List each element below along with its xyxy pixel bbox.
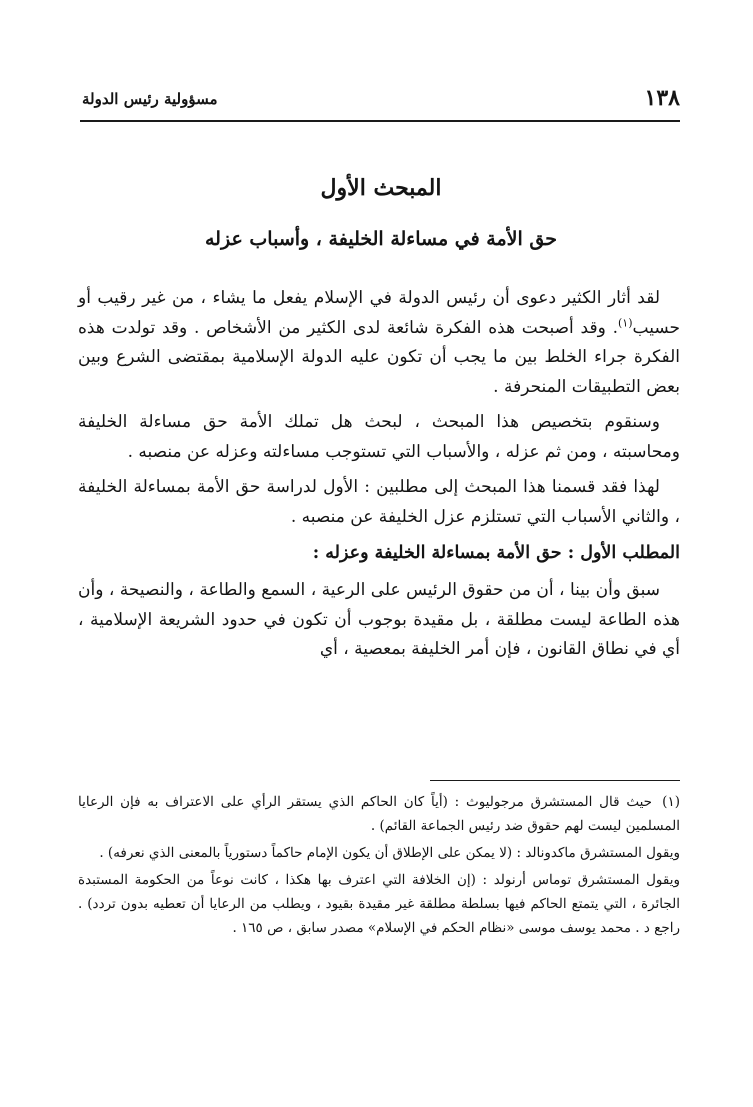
paragraph-2: وسنقوم بتخصيص هذا المبحث ، لبحث هل تملك الأمة حق مساءلة الخليفة ومحاسبته ، ومن ثم عزله ، والأسباب التي تستوجب مساءلته وعزله عن منصبه .	[78, 412, 680, 462]
page-header	[82, 84, 680, 116]
body-text	[78, 284, 680, 671]
header-rule	[80, 120, 680, 122]
matlab-heading: المطلب الأول : حق الأمة بمساءلة الخليفة وعزله :	[312, 543, 680, 563]
running-title: مسؤولية رئيس الدولة	[82, 90, 218, 108]
subsection-title: حق الأمة في مساءلة الخليفة ، وأسباب عزله	[205, 228, 557, 250]
footnote-text: ويقول المستشرق توماس أرنولد : (إن الخلافة التي اعترف بها هكذا ، كانت نوعاً من الحكومة المستبدة الجائرة ، التي يتمتع الحاكم فيها بسلطة مطلقة غير مقيدة بقيود ، ويطلب من الرعايا أن تعطيه بدون تردد) . راجع د . محمد يوسف موسى «نظام الحكم في الإسلام» مصدر سابق ، ص ١٦٥ .	[78, 872, 680, 936]
footnotes	[78, 790, 680, 943]
paragraph-1	[78, 284, 680, 402]
footnote-1-macdonald	[78, 841, 680, 865]
paragraph-4: سبق وأن بينا ، أن من حقوق الرئيس على الرعية ، السمع والطاعة ، والنصيحة ، وأن هذه الطاعة ليست مطلقة ، بل مقيدة بوجوب أن تكون في حدود الشريعة الإسلامية ، أي في نطاق القانون ، فإن أمر الخليفة بمعصية ، أي	[78, 580, 680, 659]
footnote-reference: (١)	[617, 315, 633, 329]
page-number: ١٣٨	[644, 85, 680, 111]
footnote-text: حيث قال المستشرق مرجوليوث : (أياً كان الحاكم الذي يستقر الرأي على الاعتراف به فإن الرعايا المسلمين ليست لهم حقوق ضد رئيس الجماعة القائم) .	[78, 794, 680, 834]
paragraph-1-text-after: . وقد أصبحت هذه الفكرة شائعة لدى الكثير من الأشخاص . وقد تولدت هذه الفكرة جراء الخلط بين ما يجب أن تكون عليه الدولة الإسلامية بمقتضى الشرع وبين بعض التطبيقات المنحرفة .	[78, 317, 680, 397]
footnote-rule	[430, 780, 680, 781]
section-title: المبحث الأول	[320, 175, 442, 201]
paragraph-3: لهذا فقد قسمنا هذا المبحث إلى مطلبين : الأول لدراسة حق الأمة بمساءلة الخليفة ، والثاني الأسباب التي تستلزم عزل الخليفة عن منصبه .	[78, 477, 680, 527]
footnote-1	[78, 790, 680, 838]
paragraph-1-text-before: لقد أثار الكثير دعوى أن رئيس الدولة في الإسلام يفعل ما يشاء ، من غير رقيب أو حسيب	[78, 288, 680, 338]
footnote-1-arnold	[78, 868, 680, 940]
footnote-number: (١)	[662, 794, 680, 810]
footnote-text: ويقول المستشرق ماكدونالد : (لا يمكن على الإطلاق أن يكون الإمام حاكماً دستورياً بالمعنى الذي نعرفه) .	[99, 845, 680, 861]
